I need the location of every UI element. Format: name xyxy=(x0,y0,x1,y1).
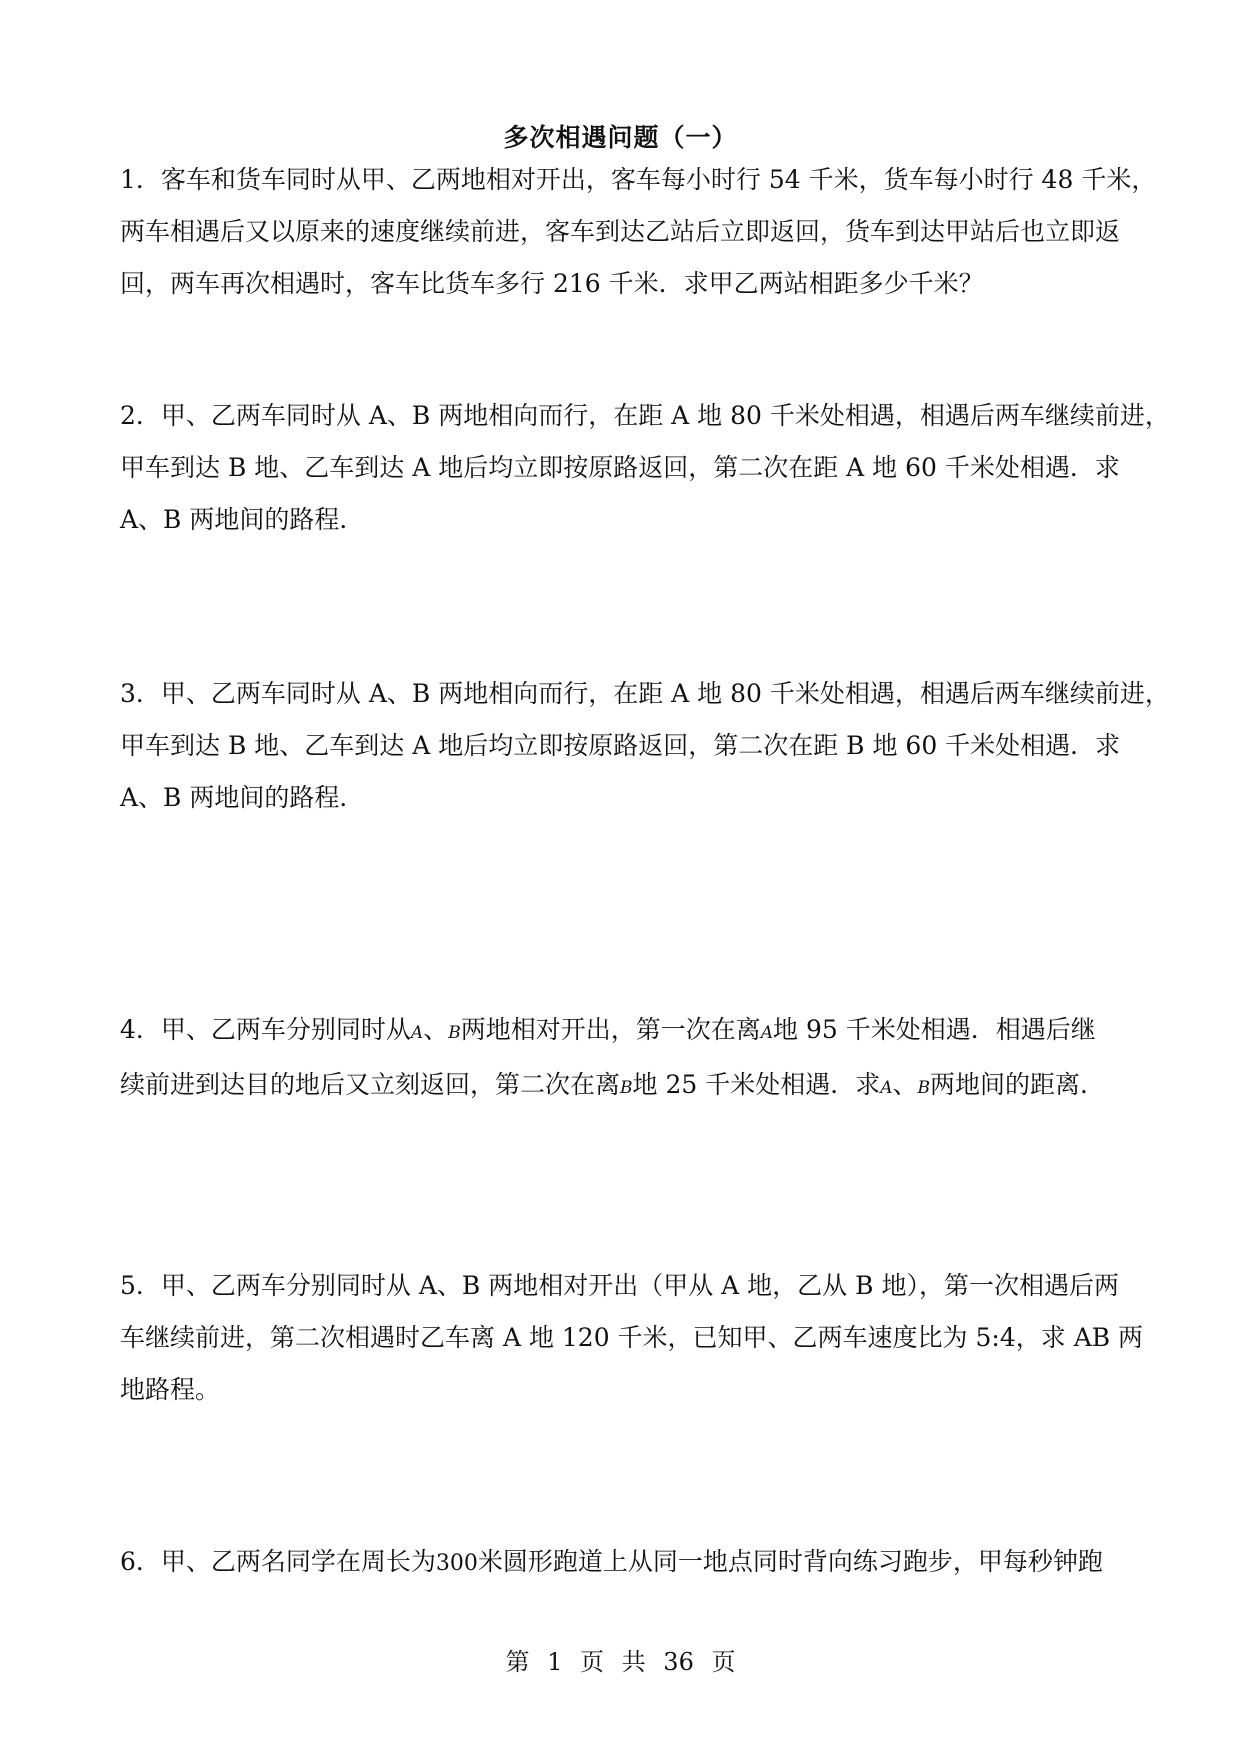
problem-6 xyxy=(120,1536,1130,1590)
point-a-label: A xyxy=(410,1023,424,1043)
problem-3 xyxy=(120,668,1170,824)
problem-4-text: 地 95 千米处相遇．相遇后继 xyxy=(773,1015,1096,1044)
problem-1-line-1: 1．客车和货车同时从甲、乙两地相对开出，客车每小时行 54 千米，货车每小时行 48 千米， xyxy=(120,165,1157,194)
problem-3-line-1: 3．甲、乙两车同时从 A、B 两地相向而行，在距 A 地 80 千米处相遇，相遇后两车继续前进， xyxy=(120,679,1170,708)
problem-1-line-3: 回，两车再次相遇时，客车比货车多行 216 千米．求甲乙两站相距多少千米？ xyxy=(120,269,984,298)
problem-1-line-2: 两车相遇后又以原来的速度继续前进，客车到达乙站后立即返回，货车到达甲站后也立即返 xyxy=(120,217,1121,246)
problem-4-text: 续前进到达目的地后又立刻返回，第二次在离 xyxy=(120,1070,621,1099)
problem-1 xyxy=(120,154,1157,310)
problem-2-line-1: 2．甲、乙两车同时从 A、B 两地相向而行，在距 A 地 80 千米处相遇，相遇后两车继续前进， xyxy=(120,401,1170,430)
point-a-label: A xyxy=(760,1023,774,1043)
point-b-label: B xyxy=(917,1078,931,1098)
problem-5 xyxy=(120,1260,1144,1416)
page-footer: 第 1 页 共 36 页 xyxy=(505,1648,736,1676)
problem-4-text: 、 xyxy=(423,1015,449,1044)
problem-5-line-1: 5．甲、乙两车分别同时从 A、B 两地相对开出（甲从 A 地，乙从 B 地），第一次相遇后两 xyxy=(120,1271,1119,1300)
problem-2-line-2: 甲车到达 B 地、乙车到达 A 地后均立即按原路返回，第二次在距 A 地 60 千米处相遇．求 xyxy=(120,453,1120,482)
problem-3-line-2: 甲车到达 B 地、乙车到达 A 地后均立即按原路返回，第二次在距 B 地 60 千米处相遇．求 xyxy=(120,731,1121,760)
point-b-label: B xyxy=(448,1023,461,1043)
problem-5-line-3: 地路程。 xyxy=(120,1375,221,1404)
problem-2-line-3: A、B 两地间的路程． xyxy=(120,505,365,534)
problem-6-text: 6．甲、乙两名同学在周长为 xyxy=(120,1547,436,1576)
problem-4-line-1 xyxy=(120,1004,1130,1059)
problem-6-text: 米圆形跑道上从同一地点同时背向练习跑步，甲每秒钟跑 xyxy=(477,1547,1103,1576)
problem-4-text: 两地间的距离． xyxy=(930,1070,1106,1099)
problem-4-text: 地 25 千米处相遇．求 xyxy=(632,1070,881,1099)
point-b-label: B xyxy=(620,1078,633,1098)
problem-6-line-1 xyxy=(120,1536,1130,1590)
problem-4-text: 、 xyxy=(892,1070,918,1099)
problem-4 xyxy=(120,1004,1130,1114)
point-a-label: A xyxy=(880,1078,893,1098)
problem-4-text: 4．甲、乙两车分别同时从 xyxy=(120,1015,411,1044)
problem-4-text: 两地相对开出，第一次在离 xyxy=(460,1015,761,1044)
page-title: 多次相遇问题（一） xyxy=(503,123,738,152)
problem-2 xyxy=(120,390,1170,546)
problem-5-line-2: 车继续前进，第二次相遇时乙车离 A 地 120 千米，已知甲、乙两车速度比为 5:4，求 AB 两 xyxy=(120,1323,1144,1352)
problem-4-line-2 xyxy=(120,1059,1130,1114)
problem-3-line-3: A、B 两地间的路程． xyxy=(120,783,365,812)
track-length-value: 300 xyxy=(435,1551,478,1576)
